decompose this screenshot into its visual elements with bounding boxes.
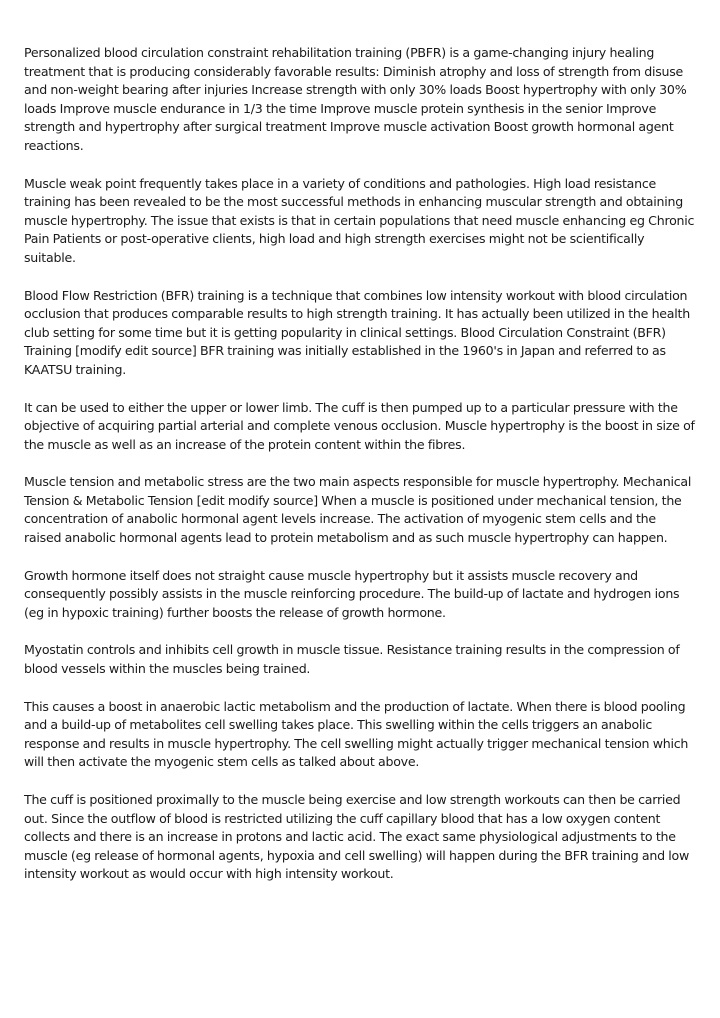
paragraph-muscle-tension: Muscle tension and metabolic stress are the two main aspects responsible for muscle hypertrophy. Mechanical Tension & Metabolic Tension [edit modify source] When a muscle is positioned under mechanical tension, the concentration of anabolic hormonal agent levels increase. The activation of myogenic stem cells and the raised anabolic hormonal agents lead to protein metabolism and as such muscle hypertrophy can happen. — [24, 474, 692, 546]
paragraph-cuff-usage: It can be used to either the upper or lower limb. The cuff is then pumped up to a particular pressure with the objective of acquiring partial arterial and complete venous occlusion. Muscle hypertrophy is the boost in size of the muscle as well as an increase of the protein content within the fibres. — [24, 399, 695, 452]
paragraph-growth-hormone: Growth hormone itself does not straight cause muscle hypertrophy but it assists muscle recovery and consequently possibly assists in the muscle reinforcing procedure. The build-up of lactate and hydrogen ions (eg in hypoxic training) further boosts the release of growth hormone. — [24, 567, 680, 620]
paragraph-muscle-weakness: Muscle weak point frequently takes place in a variety of conditions and pathologies. High load resistance training has been revealed to be the most successful methods in enhancing muscular strength and obtaining muscle hypertrophy. The issue that exists is that in certain populations that need muscle enhancing eg Chronic Pain Patients or post-operative clients, high load and high strength exercises might not be scientifically suitable. — [24, 175, 695, 265]
paragraph-bfr-definition: Blood Flow Restriction (BFR) training is a technique that combines low intensity workout with blood circulation occlusion that produces comparable results to high strength training. It has actually been utilized in the health club setting for some time but it is getting popularity in clinical settings. Blood Circulation Constraint (BFR) Training [modify edit source] BFR training was initially established in the 1960's in Japan and referred to as KAATSU training. — [24, 287, 690, 377]
paragraph-pbfr-intro: Personalized blood circulation constraint rehabilitation training (PBFR) is a game-changing injury healing treatment that is producing considerably favorable results: Diminish atrophy and loss of strength from disuse and non-weight bearing after injuries Increase strength with only 30% loads Boost hypertrophy with only 30% loads Improve muscle endurance in 1/3 the time Improve muscle protein synthesis in the senior Improve strength and hypertrophy after surgical treatment Improve muscle activation Boost growth hormonal agent reactions. — [24, 45, 687, 153]
paragraph-myostatin: Myostatin controls and inhibits cell growth in muscle tissue. Resistance training results in the compression of blood vessels within the muscles being trained. — [24, 642, 680, 677]
paragraph-cuff-positioning: The cuff is positioned proximally to the muscle being exercise and low strength workouts can then be carried out. Since the outflow of blood is restricted utilizing the cuff capillary blood that has a low oxygen content collects and there is an increase in protons and lactic acid. The exact same physiological adjustments to the muscle (eg release of hormonal agents, hypoxia and cell swelling) will happen during the BFR training and low intensity workout as would occur with high intensity workout. — [24, 792, 690, 882]
paragraph-lactic-metabolism: This causes a boost in anaerobic lactic metabolism and the production of lactate. When there is blood pooling and a build-up of metabolites cell swelling takes place. This swelling within the cells triggers an anabolic response and results in muscle hypertrophy. The cell swelling might actually trigger mechanical tension which will then activate the myogenic stem cells as talked about above. — [24, 698, 689, 770]
